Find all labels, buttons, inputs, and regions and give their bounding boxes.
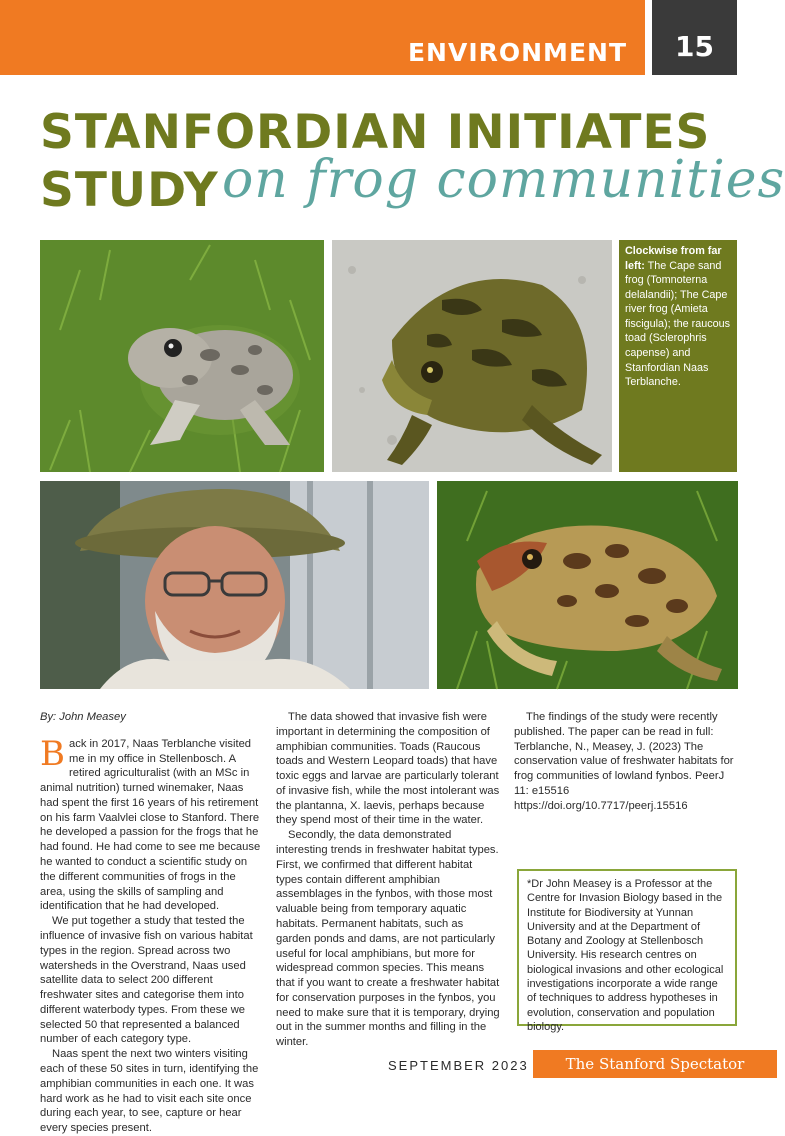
caption-text: The Cape sand frog (Tomnoterna delalandii); The Cape river frog (Amieta fiscigula); the raucous toad (Sclerophris capense) and Stanfordian Naas Terblanche. — [625, 259, 731, 389]
article-paragraph-6: The findings of the study were recently published. The paper can be read in full: Terblanche, N., Measey, J. (2023) The conservation value of freshwater habitats for frog communities of lowland fynbos. PeerJ 11: e15516 https://doi.org/10.7717/peerj.15516 — [514, 711, 734, 812]
headline-line-2: STUDY — [40, 163, 219, 218]
paragraph-1-text: ack in 2017, Naas Terblanche visited me in my office in Stellenbosch. A retired agriculturalist (with an MSc in animal nutrition) turned winemaker, Naas had spent the first 16 years of his retirement on his farm Vaalvlei close to Stanford. There he developed a passion for the frogs that he had found. He had come to see me because he wanted to conduct a scientific study on the different communities of frogs in the area, using the skills of sampling and identification that he had developed. — [40, 737, 261, 913]
section-label: ENVIRONMENT — [407, 38, 627, 67]
article-column-3 — [514, 710, 738, 813]
article-paragraph-5: Secondly, the data demonstrated interesting trends in freshwater habitat types. First, we confirmed that different habitat types contain different amphibian assemblages in the fynbos, with those most valuable being from temporary aquatic habitats. Permanent habitats, such as garden ponds and dams, are not particularly useful for local amphibians, but more for widespread common species. This means that if you want to create a freshwater habitat for conservation purposes in the fynbos, you need to make sure that it is temporary, drying out in the summer months and filling in the winter. — [276, 829, 500, 1049]
article-column-2 — [276, 710, 500, 1050]
publication-name: The Stanford Spectator — [565, 1055, 745, 1073]
caption-lead: Clockwise from far left: — [625, 245, 722, 272]
byline: By: John Measey — [40, 711, 126, 723]
frog-photo-cape-river-frog — [332, 240, 612, 472]
article-paragraph-4: The data showed that invasive fish were important in determining the composition of amphibian communities. Toads (Raucous toads and Western Leopard toads) that have toxic eggs and larvae are particularly tolerant of invasive fish, while the most intolerant was the plantanna, X. laevis, perhaps because they spend most of their time in the water. — [276, 711, 500, 827]
headline-line-1: STANFORDIAN INITIATES — [40, 105, 711, 160]
publication-banner — [533, 1050, 777, 1078]
drop-cap: B — [40, 733, 65, 774]
photo-caption — [619, 240, 737, 472]
header-bar — [0, 0, 645, 75]
toad-photo-raucous-toad — [437, 481, 738, 689]
article-paragraph-2: We put together a study that tested the influence of invasive fish on various habitat types in the region. Spread across two watersheds in the Overstrand, Naas used satellite data to select 200 different freshwater sites and categorise them into different waterbody types. From these we selected 50 that represented a balanced number of each category type. — [40, 915, 253, 1046]
issue-date: SEPTEMBER 2023 — [388, 1058, 529, 1073]
article-paragraph-1 — [40, 733, 262, 914]
page-number-box — [652, 0, 737, 75]
author-bio-box: *Dr John Measey is a Professor at the Centre for Invasion Biology based in the Institute for Biodiversity at Yunnan University and at the Department of Botany and Zoology at Stellenbosch University. His research centres on biological invasions and other ecological investigations incorporate a wide range of techniques to address hypotheses in evolution, conservation and population biology. — [517, 869, 737, 1026]
portrait-photo-naas-terblanche — [40, 481, 429, 689]
headline-script: on frog communities — [222, 150, 785, 210]
article-paragraph-3: Naas spent the next two winters visiting each of these 50 sites in turn, identifying the amphibian communities in each one. It was hard work as he had to visit each site once during each year, to see, capture or hear every species present. — [40, 1048, 259, 1135]
article-column-1 — [40, 710, 262, 1136]
page-number: 15 — [675, 30, 714, 63]
frog-photo-cape-sand-frog — [40, 240, 324, 472]
